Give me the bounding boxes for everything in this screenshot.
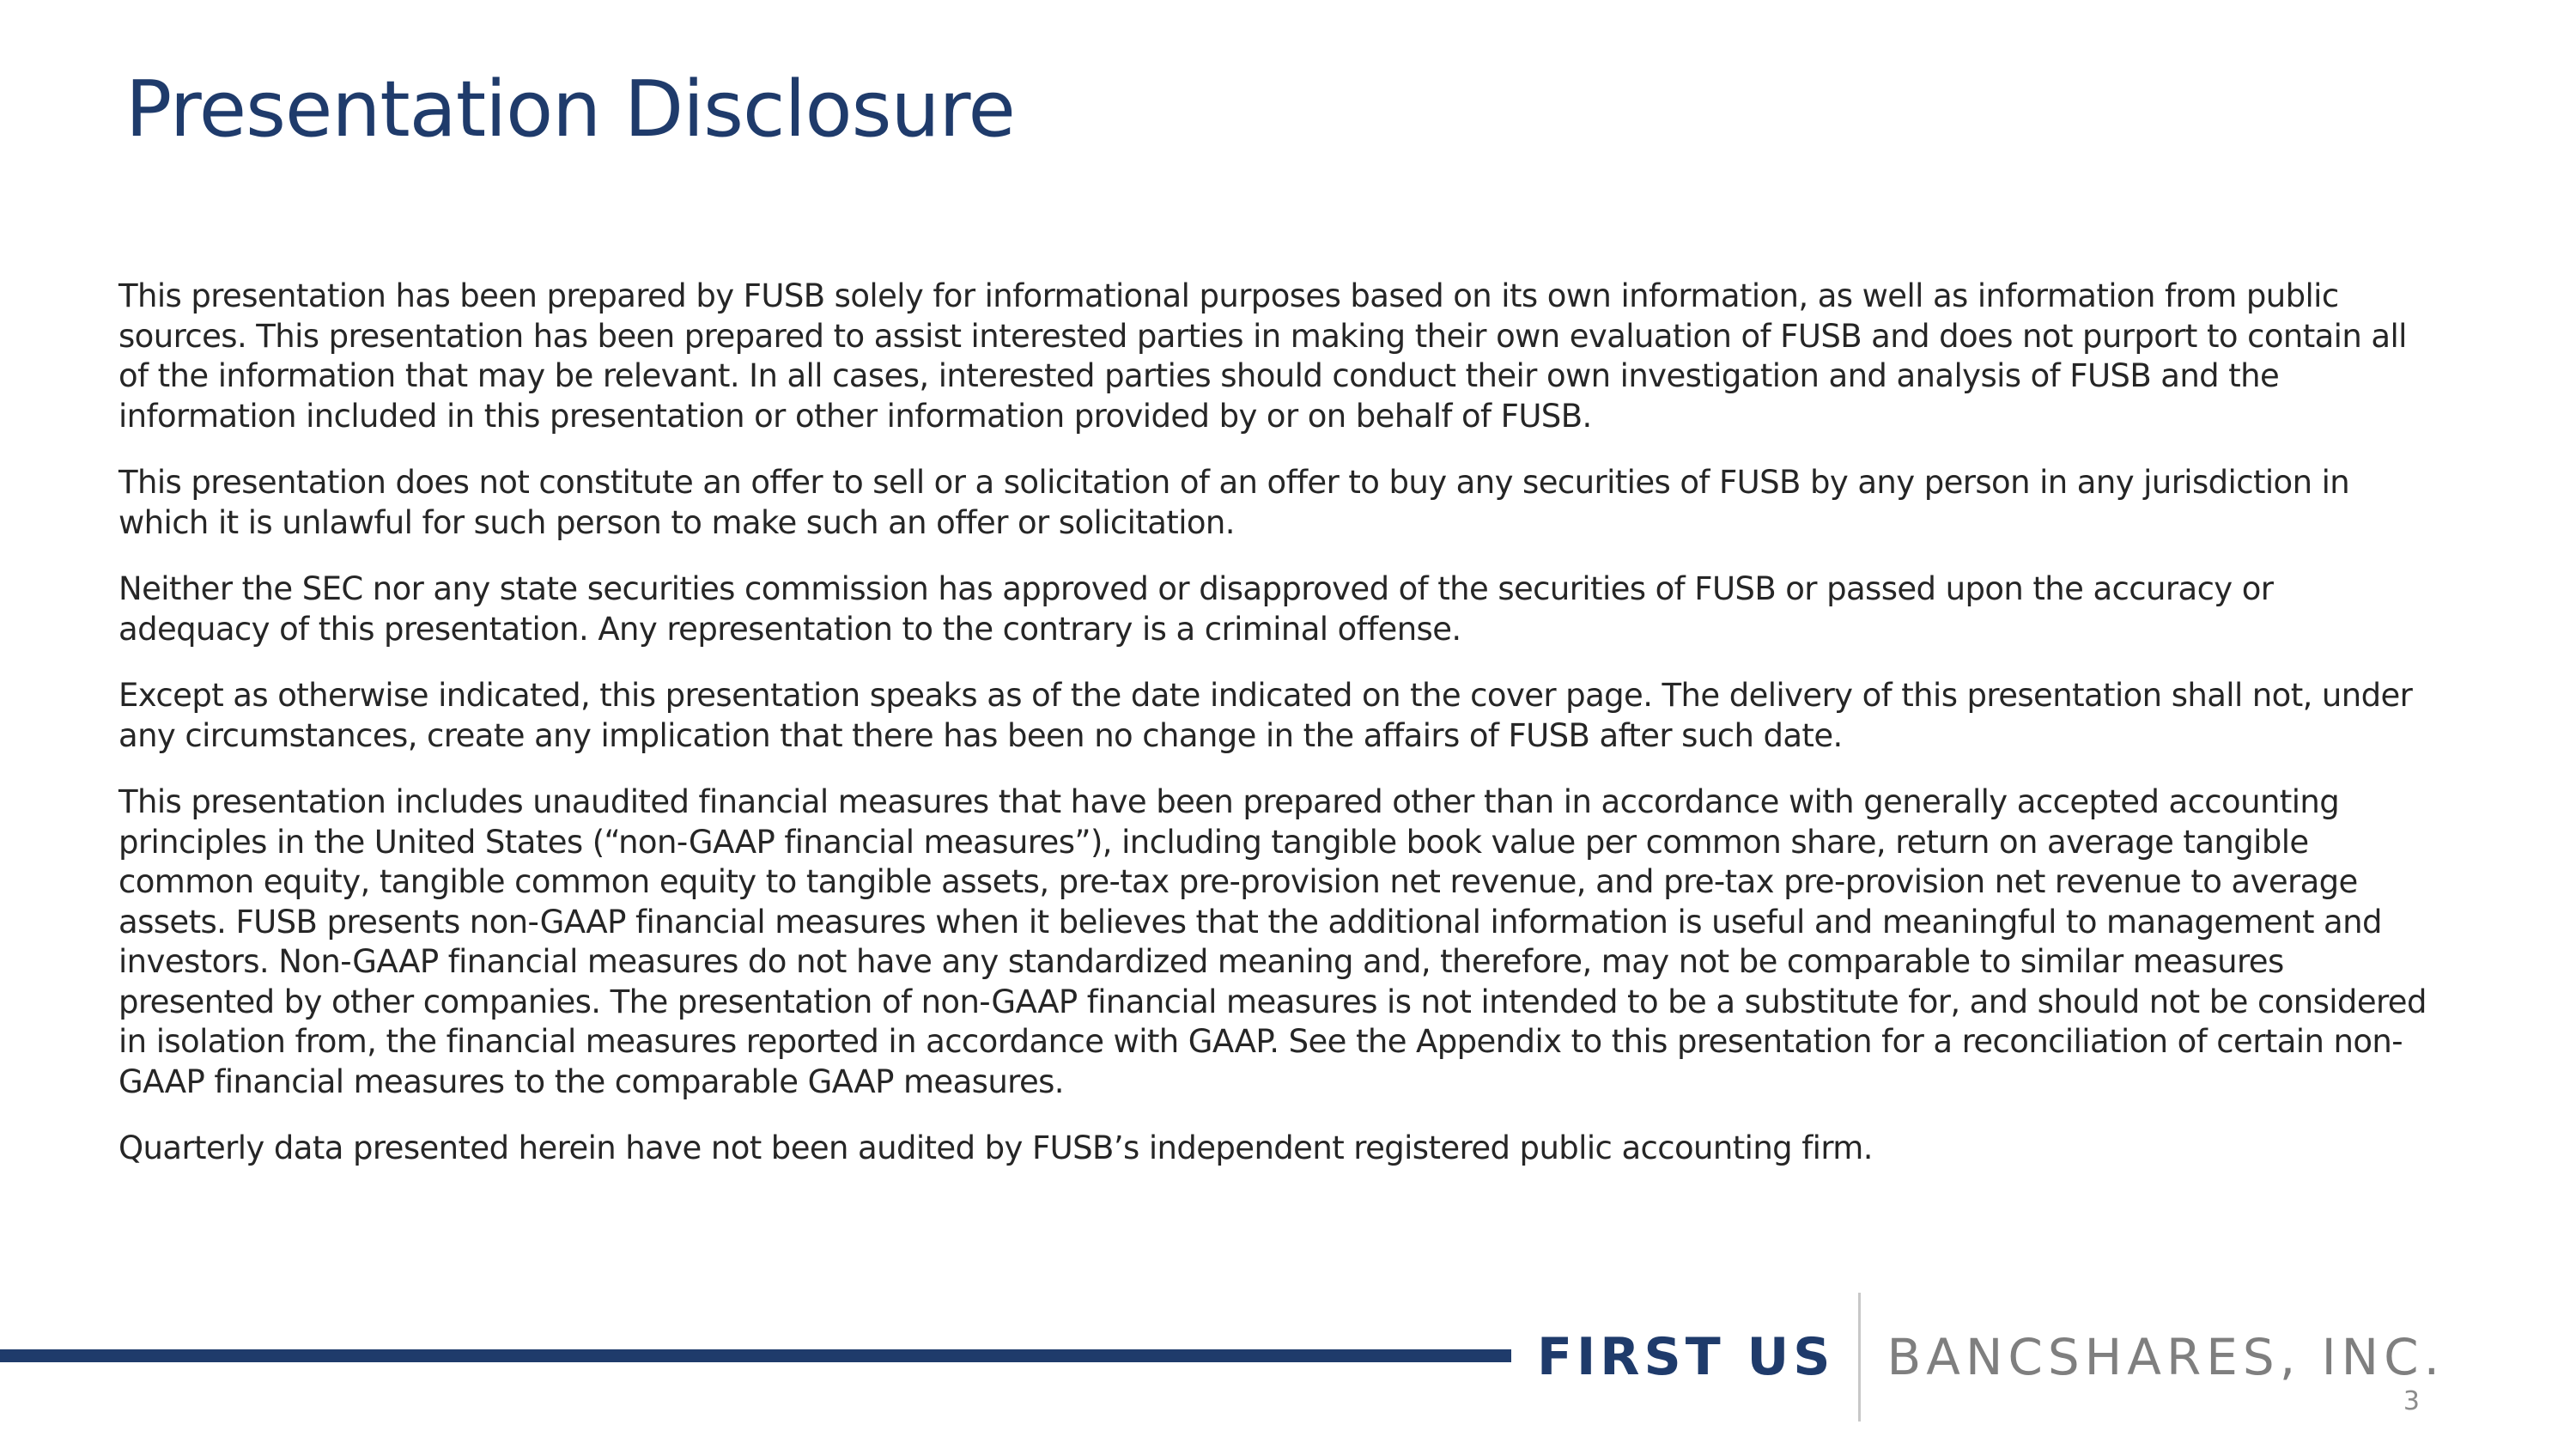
disclosure-paragraph: Neither the SEC nor any state securities commission has approved or disapproved of the securities of FUSB or passed upon the accuracy or adequacy of this presentation. Any representation to the contrary is a criminal offense. — [118, 570, 2274, 648]
logo-first-us: FIRST US — [1537, 1327, 1835, 1387]
company-logo — [1537, 1288, 2445, 1426]
disclosure-paragraph: This presentation includes unaudited financial measures that have been prepared other than in accordance with generally accepted accounting principles in the United States (“non-GAAP financial measures”), including tangible book value per common share, return on average tangible common equity, tangible common equity to tangible assets, pre-tax pre-provision net revenue, and pre-tax pre-provision net revenue to average assets. FUSB presents non-GAAP financial measures when it believes that the additional information is useful and meaningful to management and investors. Non-GAAP financial measures do not have any standardized meaning and, therefore, may not be comparable to similar measures presented by other companies. The presentation of non-GAAP financial measures is not intended to be a substitute for, and should not be considered in isolation from, the financial measures reported in accordance with GAAP. See the Appendix to this presentation for a reconciliation of certain non-GAAP financial measures to the comparable GAAP measures. — [118, 783, 2427, 1100]
page-number: 3 — [2403, 1386, 2420, 1416]
disclosure-body — [118, 277, 2428, 1196]
disclosure-paragraph: Quarterly data presented herein have not been audited by FUSB’s independent registered public accounting firm. — [118, 1129, 1873, 1166]
disclosure-paragraph: This presentation has been prepared by FUSB solely for informational purposes based on its own information, as well as information from public sources. This presentation has been prepared to assist interested parties in making their own evaluation of FUSB and does not purport to contain all of the information that may be relevant. In all cases, interested parties should conduct their own investigation and analysis of FUSB and the information included in this presentation or other information provided by or on behalf of FUSB. — [118, 277, 2407, 435]
disclosure-paragraph: This presentation does not constitute an offer to sell or a solicitation of an offer to buy any securities of FUSB by any person in any jurisdiction in which it is unlawful for such person to make such an offer or solicitation. — [118, 464, 2350, 541]
footer-rule — [0, 1349, 1511, 1362]
page-title: Presentation Disclosure — [125, 64, 1015, 155]
logo-bancshares: BANCSHARES, INC. — [1886, 1328, 2445, 1386]
logo-divider — [1858, 1293, 1861, 1422]
disclosure-paragraph: Except as otherwise indicated, this presentation speaks as of the date indicated on the cover page. The delivery of this presentation shall not, under any circumstances, create any implication that there has been no change in the affairs of FUSB after such date. — [118, 677, 2413, 754]
